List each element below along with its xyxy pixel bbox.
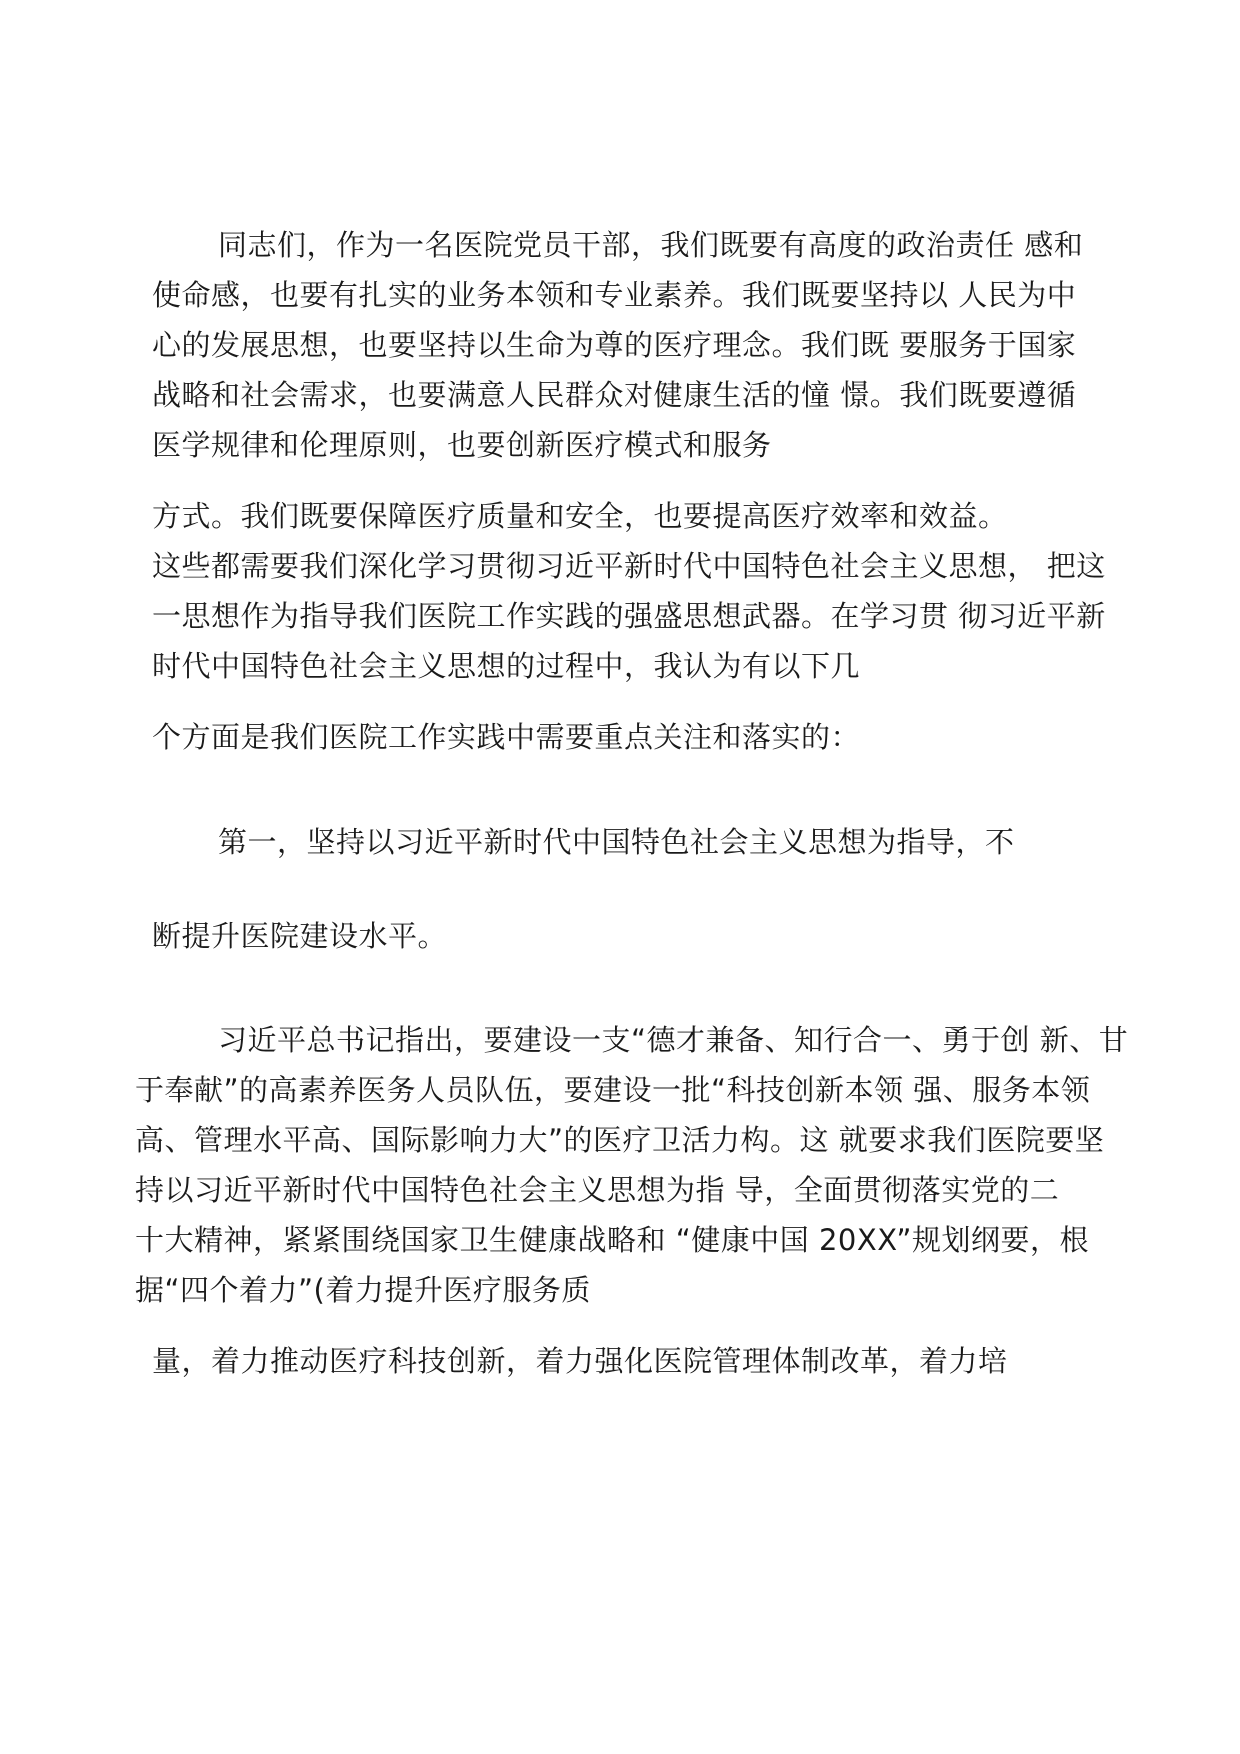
text-line: 量，着力推动医疗科技创新，着力强化医院管理体制改革，着力培	[152, 1344, 1008, 1378]
text-line: 高、管理水平高、国际影响力大”的医疗卫活力构。这 就要求我们医院要坚	[135, 1123, 1105, 1157]
text-line: 据“四个着力”(着力提升医疗服务质	[135, 1273, 591, 1307]
text-line: 同志们，作为一名医院党员干部，我们既要有高度的政治责任 感和	[218, 228, 1084, 262]
text-line: 个方面是我们医院工作实践中需要重点关注和落实的：	[152, 720, 861, 754]
heading-line: 第一，坚持以习近平新时代中国特色社会主义思想为指导，不	[218, 825, 1015, 859]
text-line: 心的发展思想，也要坚持以生命为尊的医疗理念。我们既 要服务于国家	[152, 328, 1077, 362]
heading-line: 断提升医院建设水平。	[152, 919, 448, 953]
text-line: 一思想作为指导我们医院工作实践的强盛思想武器。在学习贯 彻习近平新	[152, 599, 1106, 633]
text-line: 方式。我们既要保障医疗质量和安全，也要提高医疗效率和效益。	[152, 499, 1008, 533]
text-line: 时代中国特色社会主义思想的过程中，我认为有以下几	[152, 649, 861, 683]
text-line: 使命感，也要有扎实的业务本领和专业素养。我们既要坚持以 人民为中	[152, 278, 1077, 312]
text-line: 这些都需要我们深化学习贯彻习近平新时代中国特色社会主义思想， 把这	[152, 549, 1106, 583]
text-line: 十大精神，紧紧围绕国家卫生健康战略和 “健康中国 20XX”规划纲要，根	[135, 1223, 1089, 1257]
text-line: 习近平总书记指出，要建设一支“德才兼备、知行合一、勇于创 新、甘	[218, 1023, 1129, 1057]
text-line: 持以习近平新时代中国特色社会主义思想为指 导，全面贯彻落实党的二	[135, 1173, 1060, 1207]
text-line: 医学规律和伦理原则，也要创新医疗模式和服务	[152, 428, 772, 462]
text-line: 于奉献”的高素养医务人员队伍，要建设一批“科技创新本领 强、服务本领	[135, 1073, 1091, 1107]
text-line: 战略和社会需求，也要满意人民群众对健康生活的憧 憬。我们既要遵循	[152, 378, 1077, 412]
